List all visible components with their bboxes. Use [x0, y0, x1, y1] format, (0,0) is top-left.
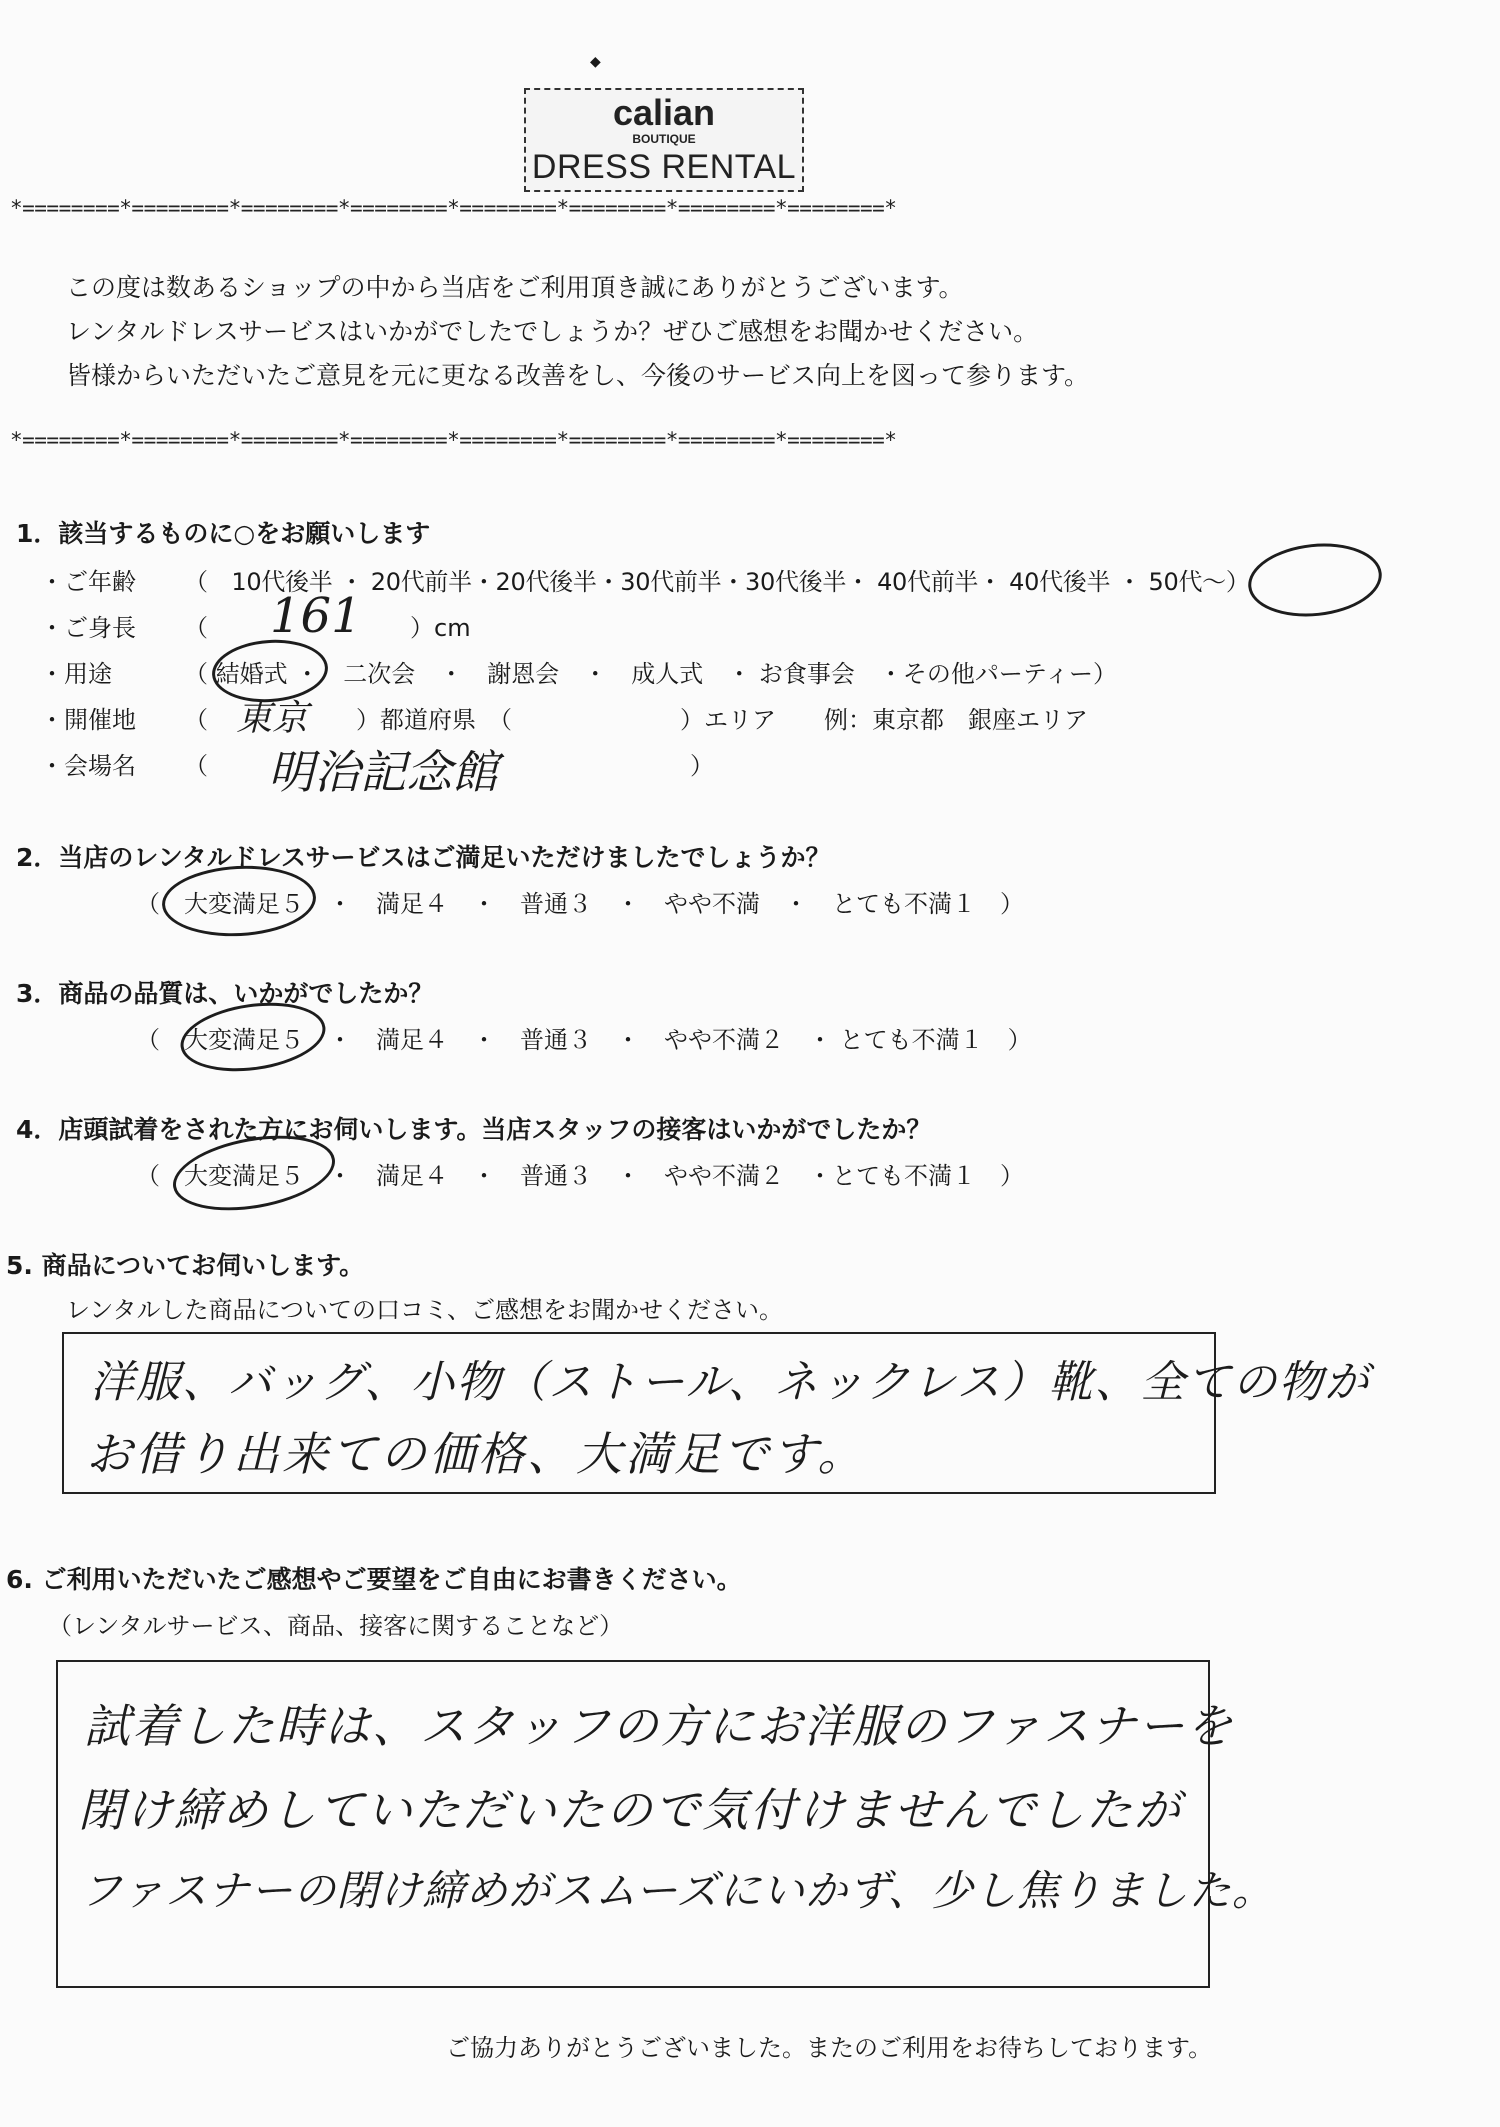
- q5-answer-line-1: 洋服、バッグ、小物（ストール、ネックレス）靴、全ての物が: [90, 1357, 1371, 1408]
- use-label: ・用途: [40, 660, 112, 688]
- hall-open: （: [184, 752, 208, 780]
- q5-title: 5. 商品についてお伺いします。: [6, 1251, 365, 1280]
- footer-thanks: ご協力ありがとうございました。またのご利用をお待ちしております。: [446, 2034, 1213, 2062]
- logo-main-text: DRESS RENTAL: [531, 148, 797, 186]
- q5-subtitle: レンタルした商品についての口コミ、ご感想をお聞かせください。: [66, 1296, 783, 1324]
- q2-title: 2．当店のレンタルドレスサービスはご満足いただけましたでしょうか？: [16, 843, 831, 872]
- q3-title: 3．商品の品質は、いかがでしたか？: [16, 979, 434, 1008]
- hall-label: ・会場名: [40, 752, 136, 780]
- q6-answer-line-1: 試着した時は、スタッフの方にお洋服のファスナーを: [84, 1699, 1235, 1753]
- q6-answer-line-2: 閉け締めしていただいたので気付けませんでしたが: [78, 1783, 1182, 1837]
- logo-subtitle: BOUTIQUE: [632, 132, 696, 146]
- intro-line-2: レンタルドレスサービスはいかがでしたでしょうか？ぜひご感想をお聞かせください。: [66, 317, 1039, 346]
- q3-options: （ 大変満足５ ・ 満足４ ・ 普通３ ・ やや不満２ ・ とても不満１ ）: [136, 1026, 1032, 1054]
- height-unit: ）cm: [410, 614, 471, 642]
- height-value: 161: [270, 588, 362, 644]
- age-options: （ 10代後半 ・ 20代前半・20代後半・30代前半・30代後半・ 40代前半・ 40代後半 ・ 50代～）: [184, 568, 1250, 596]
- venue-rest: ）都道府県 （ ）エリア 例：東京都 銀座エリア: [356, 706, 1088, 734]
- q2-options: （ 大変満足５ ・ 満足４ ・ 普通３ ・ やや不満 ・ とても不満１ ）: [136, 890, 1024, 918]
- q6-subtitle: （レンタルサービス、商品、接客に関することなど）: [48, 1612, 624, 1640]
- intro-line-3: 皆様からいただいたご意見を元に更なる改善をし、今後のサービス向上を図って参ります。: [66, 361, 1090, 390]
- q6-title: 6. ご利用いただいたご感想やご要望をご自由にお書きください。: [6, 1565, 742, 1594]
- q4-title: 4．店頭試着をされた方にお伺いします。当店スタッフの接客はいかがでしたか？: [16, 1115, 932, 1144]
- intro-line-1: この度は数あるショップの中から当店をご利用頂き誠にありがとうございます。: [66, 273, 964, 302]
- boutique-logo: [524, 88, 804, 192]
- q1-title: 1．該当するものに○をお願いします: [16, 519, 431, 548]
- age-label: ・ご年齢: [40, 568, 136, 596]
- venue-label: ・開催地: [40, 706, 136, 734]
- logo-brand: calian: [612, 92, 716, 133]
- age-selected-circle: [1245, 537, 1386, 623]
- q4-options: （ 大変満足５ ・ 満足４ ・ 普通３ ・ やや不満２ ・とても不満１ ）: [136, 1162, 1024, 1190]
- q5-answer-line-2: お借り出来ての価格、大満足です。: [86, 1427, 867, 1481]
- separator-bottom: *========*========*========*========*========*========*========*========*: [10, 428, 897, 452]
- venue-open: （: [184, 706, 208, 734]
- stray-mark: ◆: [590, 54, 601, 70]
- q6-answer-line-3: ファスナーの閉け締めがスムーズにいかず、少し焦りました。: [80, 1866, 1275, 1915]
- separator-top: *========*========*========*========*========*========*========*========*: [10, 196, 897, 220]
- height-open: （: [184, 614, 208, 642]
- venue-value: 東京: [236, 698, 309, 739]
- height-label: ・ご身長: [40, 614, 136, 642]
- hall-close: ）: [690, 752, 714, 780]
- use-options: （ 結婚式 ・ 二次会 ・ 謝恩会 ・ 成人式 ・ お食事会 ・その他パーティー）: [184, 660, 1117, 688]
- hall-value: 明治記念館: [268, 745, 498, 799]
